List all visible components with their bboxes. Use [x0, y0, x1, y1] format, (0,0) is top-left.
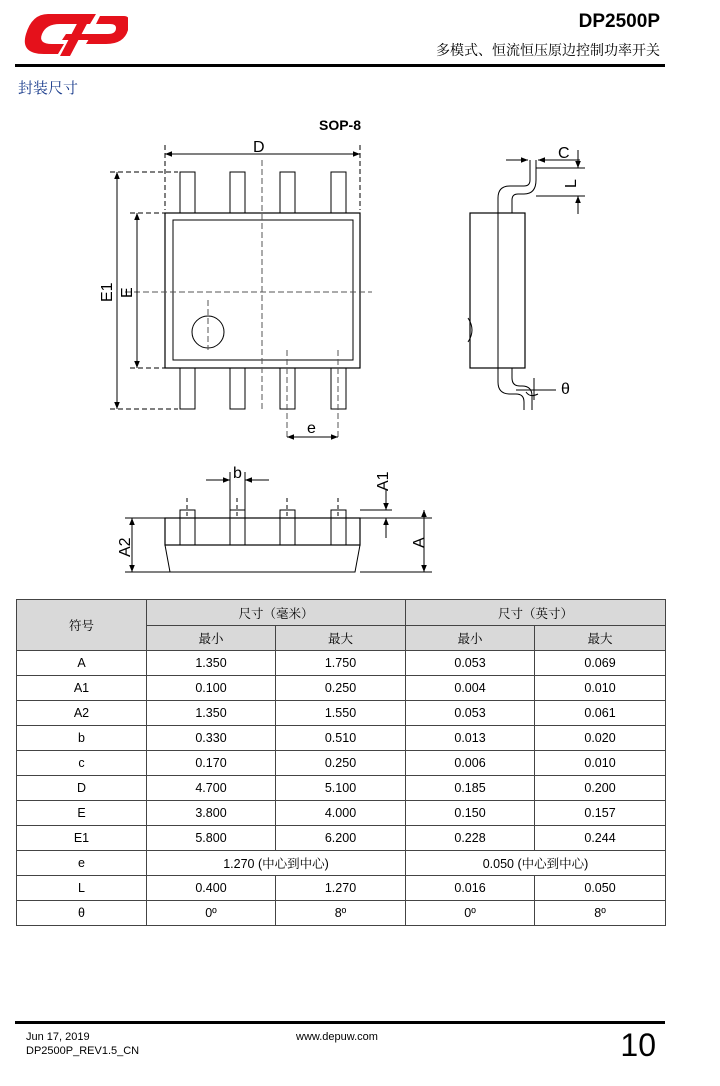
- inch-max-cell: 0.010: [535, 751, 666, 776]
- mm-header: 尺寸（毫米）: [147, 600, 406, 626]
- table-row: [17, 751, 666, 776]
- inch-min-cell: 0.185: [406, 776, 535, 801]
- table-row: [17, 776, 666, 801]
- dim-label-A1: A1: [375, 471, 392, 491]
- mm-max-cell: 1.750: [276, 651, 406, 676]
- table-row: [17, 651, 666, 676]
- inch-max-cell: 0.200: [535, 776, 666, 801]
- mm-max-cell: 6.200: [276, 826, 406, 851]
- section-title: 封装尺寸: [18, 80, 79, 97]
- symbol-header: 符号: [17, 600, 147, 651]
- inch-min-cell: 0.006: [406, 751, 535, 776]
- part-number: DP2500P: [578, 11, 660, 32]
- inch-max-header: 最大: [535, 626, 666, 651]
- dim-label-e: e: [307, 420, 316, 437]
- mm-min-cell: 0.170: [147, 751, 276, 776]
- dimension-table: [16, 599, 666, 926]
- inch-max-cell: 0.010: [535, 676, 666, 701]
- inch-max-cell: 8º: [535, 901, 666, 926]
- mm-min-cell: 0.330: [147, 726, 276, 751]
- symbol-cell: E1: [17, 826, 147, 851]
- table-row: [17, 901, 666, 926]
- dim-label-E1: E1: [99, 282, 116, 302]
- mm-min-cell: 5.800: [147, 826, 276, 851]
- dim-label-A: A: [411, 537, 428, 548]
- table-row: [17, 726, 666, 751]
- inch-header: 尺寸（英寸）: [406, 600, 666, 626]
- symbol-cell: c: [17, 751, 147, 776]
- mm-min-cell: 1.350: [147, 701, 276, 726]
- inch-span-cell: 0.050 (中心到中心): [406, 851, 666, 876]
- dim-label-theta: θ: [561, 381, 570, 398]
- mm-span-cell: 1.270 (中心到中心): [147, 851, 406, 876]
- footer-divider: [15, 1021, 665, 1024]
- table-row: [17, 876, 666, 901]
- footer-url[interactable]: www.depuw.com: [296, 1031, 378, 1043]
- mm-min-cell: 0º: [147, 901, 276, 926]
- inch-min-cell: 0.150: [406, 801, 535, 826]
- symbol-cell: b: [17, 726, 147, 751]
- page-number: 10: [620, 1027, 656, 1063]
- mm-max-header: 最大: [276, 626, 406, 651]
- inch-min-cell: 0.016: [406, 876, 535, 901]
- mm-max-cell: 5.100: [276, 776, 406, 801]
- table-row: [17, 701, 666, 726]
- footer-doc-id: DP2500P_REV1.5_CN: [26, 1045, 140, 1057]
- inch-max-cell: 0.157: [535, 801, 666, 826]
- mm-max-cell: 0.250: [276, 751, 406, 776]
- symbol-cell: A1: [17, 676, 147, 701]
- symbol-cell: L: [17, 876, 147, 901]
- dim-label-L: L: [563, 179, 580, 188]
- inch-max-cell: 0.244: [535, 826, 666, 851]
- table-row: [17, 676, 666, 701]
- table-row: [17, 801, 666, 826]
- dim-label-C: C: [558, 145, 570, 162]
- inch-max-cell: 0.050: [535, 876, 666, 901]
- dim-label-E: E: [119, 287, 136, 298]
- document-subtitle: 多模式、恒流恒压原边控制功率开关: [436, 42, 660, 58]
- inch-min-cell: 0º: [406, 901, 535, 926]
- inch-max-cell: 0.020: [535, 726, 666, 751]
- symbol-cell: A2: [17, 701, 147, 726]
- mm-min-cell: 1.350: [147, 651, 276, 676]
- symbol-cell: e: [17, 851, 147, 876]
- symbol-cell: θ: [17, 901, 147, 926]
- mm-max-cell: 0.510: [276, 726, 406, 751]
- inch-max-cell: 0.069: [535, 651, 666, 676]
- package-title: SOP-8: [318, 117, 361, 133]
- table-row: [17, 826, 666, 851]
- inch-min-cell: 0.004: [406, 676, 535, 701]
- dim-label-D: D: [253, 139, 265, 156]
- symbol-cell: E: [17, 801, 147, 826]
- mm-max-cell: 8º: [276, 901, 406, 926]
- mm-max-cell: 1.270: [276, 876, 406, 901]
- footer-date: Jun 17, 2019: [26, 1031, 90, 1043]
- mm-min-cell: 4.700: [147, 776, 276, 801]
- symbol-cell: A: [17, 651, 147, 676]
- table-row: [17, 851, 666, 876]
- mm-max-cell: 4.000: [276, 801, 406, 826]
- inch-min-cell: 0.053: [406, 651, 535, 676]
- mm-min-cell: 3.800: [147, 801, 276, 826]
- inch-min-cell: 0.228: [406, 826, 535, 851]
- mm-max-cell: 1.550: [276, 701, 406, 726]
- mm-min-cell: 0.100: [147, 676, 276, 701]
- inch-min-cell: 0.013: [406, 726, 535, 751]
- dim-label-b: b: [233, 465, 242, 482]
- dim-label-A2: A2: [117, 537, 134, 557]
- mm-min-cell: 0.400: [147, 876, 276, 901]
- inch-min-header: 最小: [406, 626, 535, 651]
- symbol-cell: D: [17, 776, 147, 801]
- mm-min-header: 最小: [147, 626, 276, 651]
- inch-max-cell: 0.061: [535, 701, 666, 726]
- mm-max-cell: 0.250: [276, 676, 406, 701]
- inch-min-cell: 0.053: [406, 701, 535, 726]
